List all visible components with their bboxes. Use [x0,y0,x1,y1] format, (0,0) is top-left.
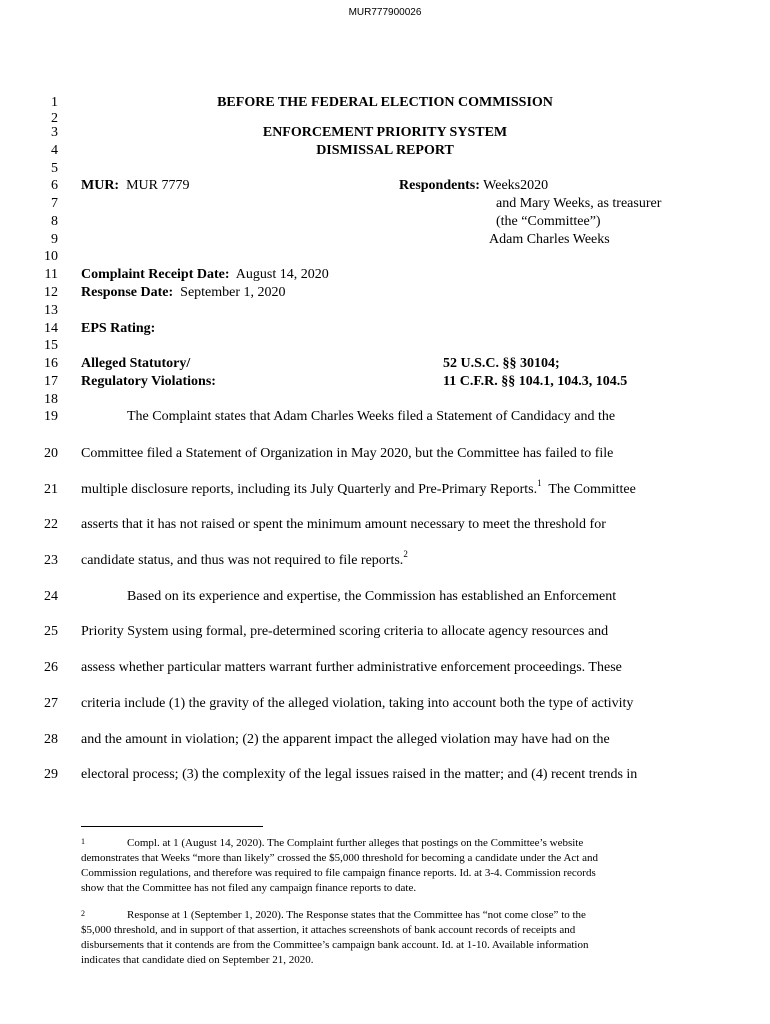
line-number: 22 [44,517,58,532]
footnote-2-line: disbursements that it contends are from the Committee’s campaign bank account. Id. at 1-10. Available information [81,939,589,951]
complaint-receipt-date-field [81,266,329,283]
mur-field [81,177,190,194]
respondent-name: Weeks2020 [483,178,549,193]
footnote-1-line: Compl. at 1 (August 14, 2020). The Complaint further alleges that postings on the Committee’s website [127,837,584,849]
footnote-2-line: Response at 1 (September 1, 2020). The Response states that the Committee has “not come close” to the [127,909,586,921]
line-number: 12 [44,285,58,300]
line-number: 19 [44,409,58,424]
line-number: 8 [51,214,58,229]
line-number: 23 [44,553,58,568]
body-line-22: asserts that it has not raised or spent the minimum amount necessary to meet the threshold for [81,517,606,532]
body-line-25: Priority System using formal, pre-determined scoring criteria to allocate agency resources and [81,624,609,639]
response-date-label: Response Date: [81,285,174,300]
line-number: 2 [51,111,58,126]
body-line-21-tail: The Committee [541,482,636,497]
eps-rating-label: EPS Rating: [81,321,156,336]
line-number: 16 [44,356,58,371]
line-number: 27 [44,696,58,711]
footnote-separator [81,826,263,827]
line-number: 28 [44,732,58,747]
line-number: 29 [44,767,58,782]
body-line-26: assess whether particular matters warrant further administrative enforcement proceedings. These [81,660,622,675]
line-number: 21 [44,482,58,497]
body-line-20: Committee filed a Statement of Organization in May 2020, but the Committee has failed to file [81,446,614,461]
line-number: 11 [44,267,58,282]
line-number: 25 [44,624,58,639]
line-number: 18 [44,392,58,407]
violations-regulations: 11 C.F.R. §§ 104.1, 104.3, 104.5 [443,374,628,389]
footnote-ref-1[interactable]: 1 [537,478,542,488]
body-line-27: criteria include (1) the gravity of the alleged violation, taking into account both the type of activity [81,696,634,711]
mur-label: MUR: [81,178,120,193]
line-number: 5 [51,161,58,176]
line-number: 15 [44,338,58,353]
line-number: 17 [44,374,58,389]
report-type-heading: DISMISSAL REPORT [316,143,454,158]
footnote-2-line: $5,000 threshold, and in support of that assertion, it attaches screenshots of bank account records of receipts and [81,924,576,936]
line-number: 9 [51,232,58,247]
line-number: 3 [51,125,58,140]
violations-label-line1: Alleged Statutory/ [81,356,191,371]
response-date-value: September 1, 2020 [180,285,286,300]
respondent-treasurer: and Mary Weeks, as treasurer [496,196,662,211]
respondent-candidate: Adam Charles Weeks [489,232,610,247]
footnote-2-mark: 2 [81,909,85,918]
footnote-2-line: indicates that candidate died on September 21, 2020. [81,954,314,966]
violations-label-line2: Regulatory Violations: [81,374,216,389]
response-date-field [81,284,286,301]
line-number: 24 [44,589,58,604]
respondents-label: Respondents: [399,178,480,193]
body-line-24: Based on its experience and expertise, the Commission has established an Enforcement [127,589,617,604]
line-number: 4 [51,143,58,158]
document-title: BEFORE THE FEDERAL ELECTION COMMISSION [217,95,553,110]
line-number: 14 [44,321,58,336]
body-line-28: and the amount in violation; (2) the apparent impact the alleged violation may have had on the [81,732,610,747]
violations-statute: 52 U.S.C. §§ 30104; [443,356,560,371]
body-line-23 [81,549,408,569]
line-number: 20 [44,446,58,461]
body-line-21 [81,478,636,498]
respondents-field [399,177,548,194]
line-number: 13 [44,303,58,318]
line-number: 26 [44,660,58,675]
footnote-1-line: demonstrates that Weeks “more than likely” crossed the $5,000 threshold for becoming a candidate under the Act and [81,852,598,864]
body-line-21-text: multiple disclosure reports, including its July Quarterly and Pre-Primary Reports. [81,482,538,497]
complaint-receipt-date-value: August 14, 2020 [235,267,329,282]
body-line-23-text: candidate status, and thus was not required to file reports. [81,553,404,568]
footnote-1-line: Commission regulations, and therefore was required to file campaign finance reports. Id. at 3-4. Commission records [81,867,596,879]
body-line-19: The Complaint states that Adam Charles Weeks filed a Statement of Candidacy and the [127,409,616,424]
line-number: 7 [51,196,58,211]
complaint-receipt-date-label: Complaint Receipt Date: [81,267,230,282]
body-line-29: electoral process; (3) the complexity of the legal issues raised in the matter; and (4) recent trends in [81,767,638,782]
line-number: 10 [44,249,58,264]
footnote-ref-2[interactable]: 2 [403,549,408,559]
line-number: 6 [51,178,58,193]
mur-value: MUR 7779 [126,178,190,193]
line-number: 1 [51,95,58,110]
respondent-committee-alias: (the “Committee”) [496,214,601,229]
document-id-header: MUR777900026 [348,7,422,18]
report-system-heading: ENFORCEMENT PRIORITY SYSTEM [262,125,508,140]
footnote-1-mark: 1 [81,837,85,846]
footnote-1-line: show that the Committee has not filed any campaign finance reports to date. [81,882,417,894]
